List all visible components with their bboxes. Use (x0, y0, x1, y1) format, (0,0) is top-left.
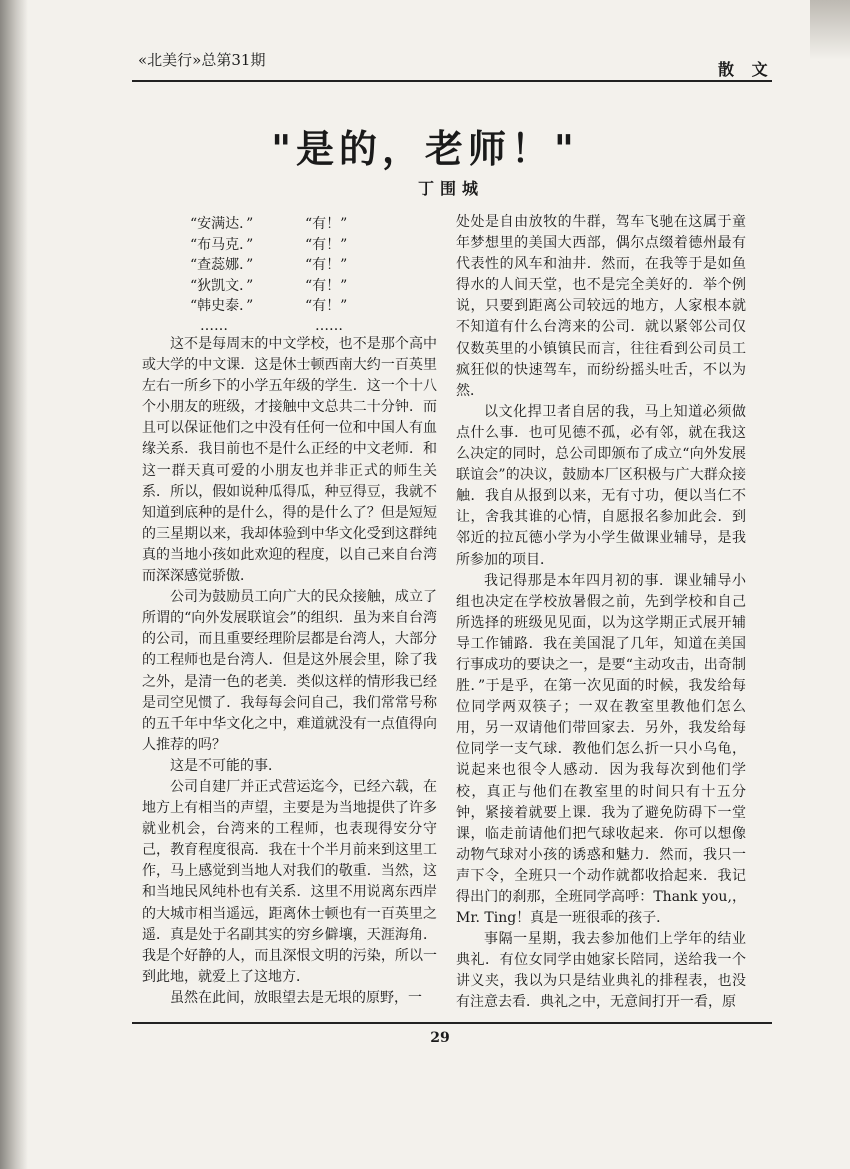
section-label: 散 文 (718, 60, 774, 79)
page-number: 29 (430, 1030, 450, 1046)
roll-call-line (190, 255, 420, 276)
paragraph: 虽然在此间，放眼望去是无垠的原野，一 (170, 989, 422, 1006)
article-title: "是的，老师！" (271, 126, 579, 171)
student-reply: “有！” (305, 236, 348, 253)
student-name: “狄凯文．” (190, 277, 254, 294)
roll-call-ellipsis (190, 317, 420, 335)
student-reply: “有！” (305, 257, 348, 273)
journal-issue-header: «北美行»总第31期 (138, 51, 266, 69)
paragraph: 处处是自由放牧的牛群，驾车飞驰在这属于童年梦想里的美国大西部，偶尔点缀着德州最有代表性的风车和油井．然而，在我等于是如鱼得水的人间天堂，也不是完全美好的．举个例说，只要到距离公司较远的地方，人家根本就不知道有什么台湾来的公司．就以紧邻公司仅仅数英里的小镇镇民而言，往往看到公司员工疯狂似的快速驾车，而纷纷摇头吐舌，不以为然． (456, 214, 746, 399)
student-reply: “有！” (305, 298, 348, 314)
roll-call-line (190, 276, 420, 297)
right-text-column (456, 212, 746, 1014)
student-name: “韩史泰．” (190, 298, 254, 314)
header-rule (132, 80, 772, 82)
paragraph: 公司自建厂并正式营运迄今，已经六载，在地方上有相当的声望，主要是为当地提供了许多就业机会，台湾来的工程师，也表现得安分守己，教育程度很高．我在十个半月前来到这里工作，马上感觉到当地人对我们的敬重．当然，这和当地民风纯朴也有关系．这里不用说离东西岸的大城市相当遥远，距离休士顿也有一百英里之遥．真是处于名副其实的穷乡僻壤，天涯海角．我是个好静的人，而且深恨文明的污染，所以一到此地，就爱上了这地方． (142, 778, 437, 985)
student-reply: “有！” (305, 277, 348, 294)
footer-rule (132, 1022, 772, 1024)
paragraph: 公司为鼓励员工向广大的民众接触，成立了所谓的“向外发展联谊会”的组织．虽为来自台湾的公司，而且重要经理阶层都是台湾人，大部分的工程师也是台湾人．但是这外展会里，除了我之外，是清一色的老美．类似这样的情形我已经是司空见惯了．我每每会问自己，我们常常号称的五千年中华文化之中，难道就没有一点值得向人推荐的吗？ (142, 589, 437, 753)
roll-call-line (190, 214, 420, 235)
student-name: “查蕊娜．” (190, 257, 254, 273)
scan-corner-shadow (810, 0, 850, 60)
paragraph: 以文化捍卫者自居的我，马上知道必须做点什么事．也可见德不孤，必有邻，就在我这么决定的同时，总公司即颁布了成立“向外发展联谊会”的决议，鼓励本厂区积极与广大群众接触．我自从报到以来，无有寸功，便以当仁不让，舍我其谁的心情，自愿报名参加此会．到邻近的拉瓦德小学为小学生做课业辅导，是我所参加的项目． (456, 403, 746, 568)
roll-call-dialogue (190, 214, 420, 335)
ellipsis: …… (200, 317, 228, 334)
left-text-column (142, 334, 437, 1009)
paragraph: 这不是每周末的中文学校，也不是那个高中或大学的中文课．这是休士顿西南大约一百英里左右一所乡下的小学五年级的学生．这一个十八个小朋友的班级，才接触中文总共二十分钟．而且可以保证他们之中没有任何一位和中国人有血缘关系．我目前也不是什么正经的中文老师．和这一群天真可爱的小朋友也并非正式的师生关系．所以，假如说种瓜得瓜，种豆得豆，我就不知道到底种的是什么，得的是什么了？但是短短的三星期以来，我却体验到中华文化受到这群纯真的当地小孩如此欢迎的程度，以自己来自台湾而深深感觉骄傲． (142, 336, 437, 585)
roll-call-line (190, 296, 420, 317)
student-name: “布马克．” (190, 236, 254, 253)
student-reply: “有！” (305, 216, 348, 232)
paragraph: 这是不可能的事． (170, 757, 282, 774)
ellipsis: …… (315, 317, 343, 334)
paragraph: 我记得那是本年四月初的事．课业辅导小组也决定在学校放暑假之前，先到学校和自己所选择的班级见见面，以为这学期正式展开辅导工作铺路．我在美国混了几年，知道在美国行事成功的要诀之一，是要“主动攻击，出奇制胜．”于是乎，在第一次见面的时候，我发给每位同学两双筷子；一双在教室里教他们怎么用，另一双请他们带回家去．另外，我发给每位同学一支气球．教他们怎么折一只小乌龟，说起来也很令人感动．因为我每次到他们学校，真正与他们在教室里的时间只有十五分钟，紧接着就要上课．我为了避免防碍下一堂课，临走前请他们把气球收起来．你可以想像动物气球对小孩的诱惑和魅力．然而，我只一声下令，全班只一个动作就都收拾起来．我记得出门的刹那，全班同学高呼：Thank you,，Mr. Ting！真是一班很乖的孩子． (456, 572, 746, 927)
author-byline: 丁围城 (418, 179, 485, 198)
paragraph: 事隔一星期，我去参加他们上学年的结业典礼．有位女同学由她家长陪同，送给我一个讲义夹，我以为只是结业典礼的排程表，也没有注意去看．典礼之中，无意间打开一看，原 (456, 931, 746, 1011)
scan-edge-shadow (0, 0, 28, 1169)
roll-call-line (190, 235, 420, 256)
student-name: “安满达．” (190, 216, 254, 232)
